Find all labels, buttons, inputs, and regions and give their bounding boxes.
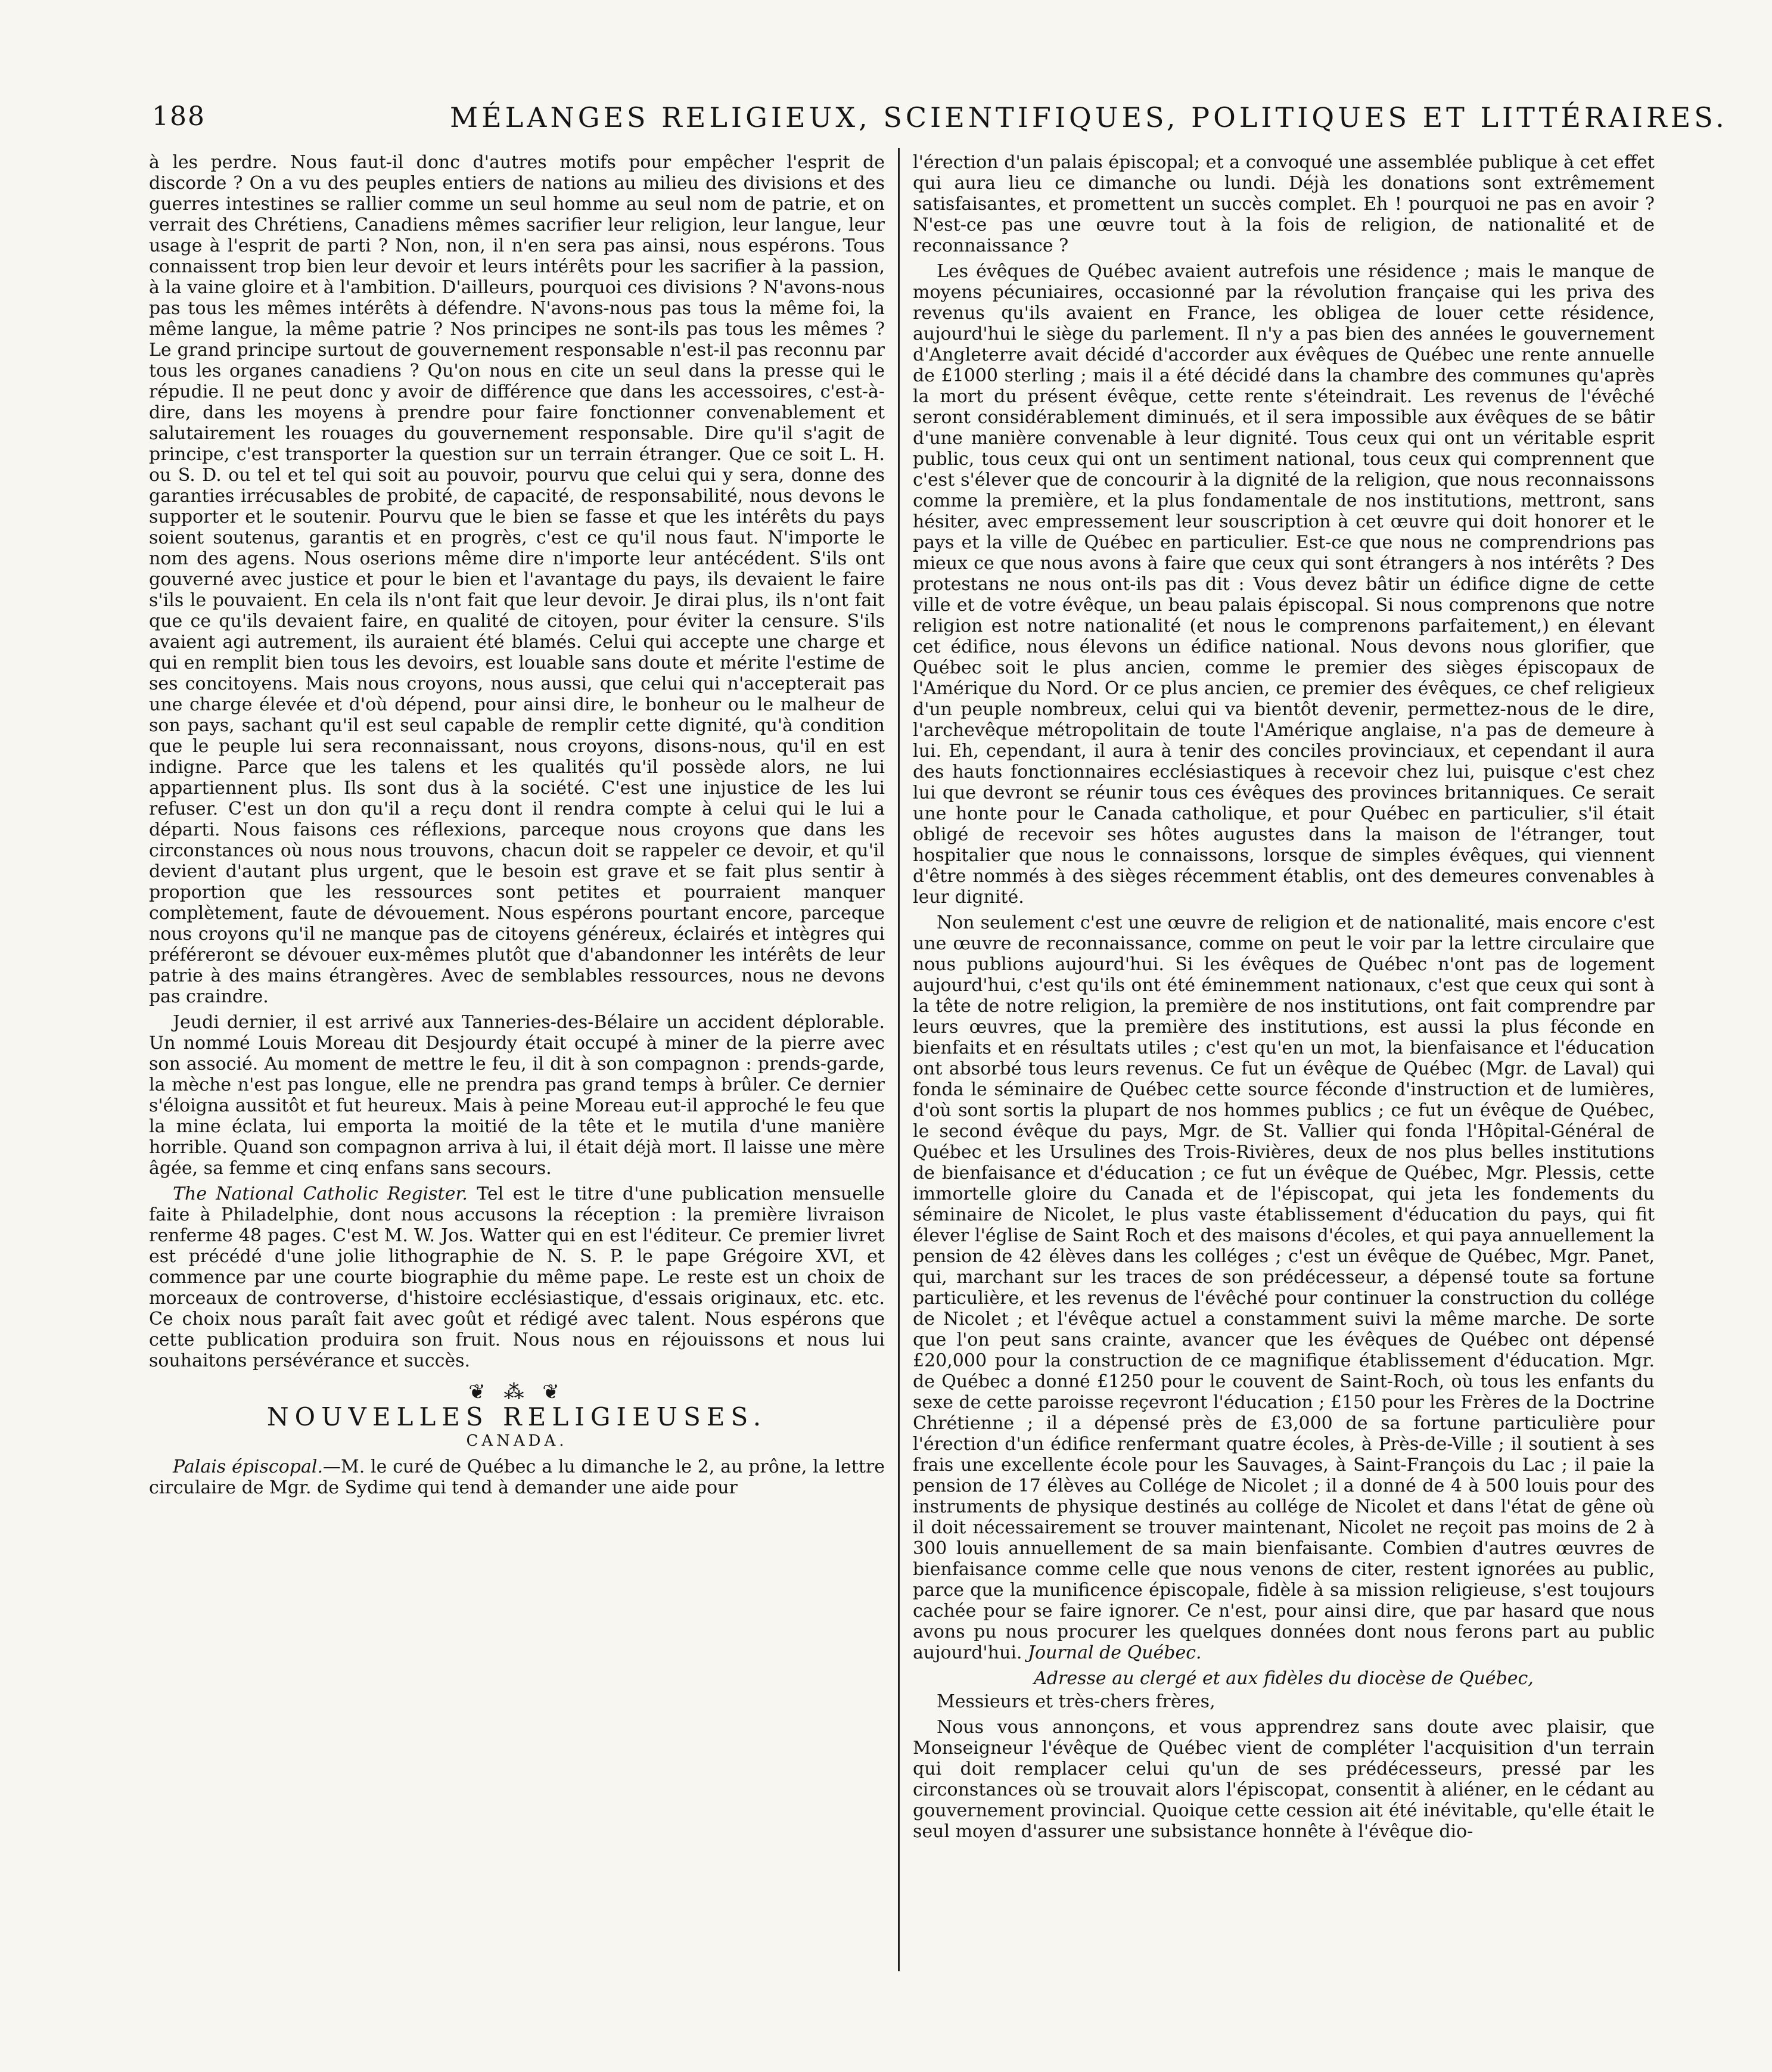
column-divider	[898, 148, 900, 1971]
publication-title: The National Catholic Register.	[173, 1183, 468, 1204]
article-paragraph	[149, 1456, 885, 1498]
right-column	[913, 152, 1655, 1847]
left-column	[149, 152, 885, 1503]
address-title: Adresse au clergé et aux fidèles du diocèse de Québec,	[1034, 1668, 1534, 1689]
subsection-title: CANADA.	[466, 1432, 568, 1450]
salutation: Messieurs et très-chers frères,	[937, 1691, 1215, 1712]
paragraph-text: Non seulement c'est une œuvre de religion et de nationalité, mais encore c'est une œuvre de reconnaissance, comme on peut le voir par la lettre circulaire que nous publions aujourd'hui. Si les évêques de Québec n'ont pas de logement aujourd'hui, c'est qu'ils ont été éminemment nationaux, c'est que ceux qui sont à la tête de notre religion, la première de nos institutions, ont fait comprendre par leurs œuvres, que la première des institutions, est aussi la plus féconde en bienfaits et en résultats utiles ; c'est qu'en un mot, la bienfaisance et l'éducation ont absorbé tous leurs revenus. Ce fut un évêque de Québec (Mgr. de Laval) qui fonda le séminaire de Québec cette source féconde d'instruction et de lumières, d'où sont sortis la plupart de nos hommes publics ; ce fut un évêque de Québec, le second évêque du pays, Mgr. de St. Vallier qui fonda l'Hôpital-Général de Québec et les Ursulines des Trois-Rivières, deux de nos plus belles institutions de bienfaisance et d'éducation ; ce fut un évêque de Québec, Mgr. Plessis, cette immortelle gloire du Canada et de l'épiscopat, qui jeta les fondements du séminaire de Nicolet, le plus vaste établissement d'éducation du pays, qui fit élever l'église de Saint Roch et des maisons d'écoles, et qui paya annuellement la pension de 42 élèves dans les colléges ; c'est un évêque de Québec, Mgr. Panet, qui, marchant sur les traces de son prédécesseur, a dépensé toute sa fortune particulière, et les revenus de l'évêché pour continuer la construction du collége de Nicolet ; et l'évêque actuel a constamment suivi la même marche. De sorte que l'on peut sans crainte, avancer que les évêques de Québec ont dépensé £20,000 pour la construction de ce magnifique établissement d'éducation. Mgr. de Québec a donné £1250 pour le couvent de Saint-Roch, où tous les enfants du sexe de cette paroisse reçevront l'éducation ; £150 pour les Frères de la Doctrine Chrétienne ; il a dépensé près de £3,000 de sa fortune particulière pour l'érection d'un édifice renfermant quatre écoles, à Près-de-Ville ; il soutient à ses frais une excellente école pour les Sauvages, à Saint-François du Lac ; il paie la pension de 17 élèves au Collége de Nicolet ; il a donné de 4 à 500 louis pour des instruments de physique destinés au collége de Nicolet et dans l'état de gêne où il doit nécessairement se trouver maintenant, Nicolet ne reçoit pas moins de 2 à 300 louis annuellement de sa main bienfaisante. Combien d'autres œuvres de bienfaisance comme celle que nous venons de citer, restent ignorées au public, parce que la munificence épiscopale, fidèle à sa mission religieuse, s'est toujours cachée pour se faire ignorer. Ce n'est, pour ainsi dire, que par hasard que nous avons pu nous procurer les quelques données dont nous ferons part au public aujourd'hui.	[913, 912, 1655, 1663]
section-title: NOUVELLES RELIGIEUSES.	[266, 1402, 767, 1431]
page-header	[152, 101, 1728, 143]
page-number: 188	[152, 101, 206, 132]
article-lead: Palais épiscopal.	[173, 1456, 324, 1477]
paragraph-text: —M. le curé de Québec a lu dimanche le 2, au prône, la lettre circulaire de Mgr. de Sydime qui tend à demander une aide pour	[149, 1456, 885, 1498]
source-attribution: Journal de Québec.	[1028, 1642, 1202, 1663]
article-paragraph: Jeudi dernier, il est arrivé aux Tanneries-des-Bélaire un accident déplorable. Un nommé Louis Moreau dit Desjourdy était occupé à miner de la pierre avec son associé. Au moment de mettre le feu, il dit à son compagnon : prends-garde, la mèche n'est pas longue, elle ne prendra pas grand temps à brûler. Ce dernier s'éloigna aussitôt et fut heureux. Mais à peine Moreau eut-il approché le feu que la mine éclata, lui emporta la moitié de la tête et le mutila d'une manière horrible. Quand son compagnon arriva à lui, il était déjà mort. Il laisse une mère âgée, sa femme et cinq enfans sans secours.	[149, 1012, 885, 1179]
article-paragraph	[149, 1183, 885, 1371]
paragraph-text: Tel est le titre d'une publication mensuelle faite à Philadelphie, dont nous accusons la réception : la première livraison renferme 48 pages. C'est M. W. Jos. Watter qui en est l'éditeur. Ce premier livret est précédé d'une jolie lithographie de N. S. P. le pape Grégoire XVI, et commence par une courte biographie du même pape. Le reste est un choix de morceaux de controverse, d'histoire ecclésiastique, d'essais originaux, etc. etc. Ce choix nous paraît fait avec goût et rédigé avec talent. Nous espérons que cette publication produira son fruit. Nous nous en réjouissons et nous lui souhaitons persévérance et succès.	[149, 1183, 885, 1371]
article-paragraph: à les perdre. Nous faut-il donc d'autres motifs pour empêcher l'esprit de discorde ? On a vu des peuples entiers de nations au milieu des divisions et des guerres intestines se rallier comme un seul homme au seul nom de patrie, et on verrait des Chrétiens, Canadiens mêmes sacrifier leur religion, leur langue, leur usage à l'esprit de parti ? Non, non, il n'en sera pas ainsi, nous espérons. Tous connaissent trop bien leur devoir et leurs intérêts pour les sacrifier à la passion, à la vaine gloire et à l'ambition. D'ailleurs, pourquoi ces divisions ? N'avons-nous pas tous les mêmes intérêts à défendre. N'avons-nous pas tous la même foi, la même langue, la même patrie ? Nos principes ne sont-ils pas tous les mêmes ? Le grand principe surtout de gouvernement responsable n'est-il pas reconnu par tous les organes canadiens ? Qu'on nous en cite un seul dans la presse qui le répudie. Il ne peut donc y avoir de différence que dans les accessoires, c'est-à-dire, dans les moyens à prendre pour faire fonctionner convenablement et salutairement les rouages du gouvernement responsable. Dire qu'il s'agit de principe, c'est transporter la question sur un terrain étranger. Que ce soit L. H. ou S. D. ou tel et tel qui soit au pouvoir, pourvu que celui qui y sera, donne des garanties irrécusables de probité, de capacité, de responsabilité, nous devons le supporter et le soutenir. Pourvu que le bien se fasse et que les intérêts du pays soient soutenus, garantis et en progrès, c'est ce qu'il nous faut. N'importe le nom des agens. Nous oserions même dire n'importe leur antécédent. S'ils ont gouverné avec justice et pour le bien et l'avantage du pays, ils devaient le faire s'ils le pouvaient. En cela ils n'ont fait que leur devoir. Je dirai plus, ils n'ont fait que ce qu'ils devaient faire, en qualité de citoyen, pour éviter la censure. S'ils avaient agi autrement, ils auraient été blamés. Celui qui accepte une charge et qui en remplit bien tous les devoirs, est louable sans doute et mérite l'estime de ses concitoyens. Mais nous croyons, nous aussi, que celui qui n'accepterait pas une charge élevée et d'où dépend, pour ainsi dire, le bonheur ou le malheur de son pays, sachant qu'il est seul capable de remplir cette dignité, qu'à condition que le peuple lui sera reconnaissant, nous croyons, disons-nous, qu'il en est indigne. Parce que les talens et les qualités qu'il possède alors, ne lui appartiennent plus. Ils sont dus à la société. C'est une injustice de les lui refuser. C'est un don qu'il a reçu dont il rendra compte à celui qui le lui a départi. Nous faisons ces réflexions, parceque nous croyons que dans les circonstances où nous nous trouvons, chacun doit se rappeler ce devoir, et qu'il devient d'autant plus urgent, que le besoin est grave et se fait plus sentir à proportion que les ressources sont petites et pourraient manquer complètement, faute de dévouement. Nous espérons pourtant encore, parceque nous croyons qu'il ne manque pas de citoyens généreux, éclairés et intègres qui préféreront se dévouer eux-mêmes plutôt que d'abandonner les intérêts de leur patrie à des mains étrangères. Avec de semblables ressources, nous ne devons pas craindre.	[149, 152, 885, 1007]
article-paragraph: Les évêques de Québec avaient autrefois une résidence ; mais le manque de moyens pécuniaires, occasionné par la révolution française qui les priva des revenus qu'ils avaient en France, les obligea de louer cette résidence, aujourd'hui le siège du parlement. Il n'y a pas bien des années le gouvernement d'Angleterre avait décidé d'accorder aux évêques de Québec une rente annuelle de £1000 sterling ; mais il a été décidé dans la chambre des communes qu'après la mort du présent évêque, cette rente s'éteindrait. Les revenus de l'évêché seront considérablement diminués, et il sera impossible aux évêques de se bâtir d'une manière convenable à leur dignité. Tous ceux qui ont un véritable esprit public, tous ceux qui ont un sentiment national, tous ceux qui comprennent que c'est s'élever que de concourir à la dignité de la religion, que nous reconnaissons comme la première, et la plus fondamentale de nos institutions, mettront, sans hésiter, avec empressement leur souscription à cet œuvre qui doit honorer et le pays et la ville de Québec en particulier. Est-ce que nous ne comprendrions pas mieux ce que nous avons à faire que ceux qui sont étrangers à nos intérêts ? Des protestans ne nous ont-ils pas dit : Vous devez bâtir un édifice digne de cette ville et de votre évêque, un beau palais épiscopal. Si nous comprenons que notre religion est notre nationalité (et nous le comprenons parfaitement,) en élevant cet édifice, nous élevons un édifice national. Nous devons nous glorifier, que Québec soit le plus ancien, comme le premier des sièges épiscopaux de l'Amérique du Nord. Or ce plus ancien, ce premier des évêques, ce chef religieux d'un peuple nombreux, celui qui va bientôt devenir, permettez-nous de le dire, l'archevêque métropolitain de toute l'Amérique anglaise, n'a pas de demeure à lui. Eh, cependant, il aura à tenir des conciles provinciaux, et cependant il aura des hauts fonctionnaires ecclésiastiques à recevoir chez lui, puisque c'est chez lui que devront se réunir tous ces évêques des provinces britanniques. Ce serait une honte pour le Canada catholique, et pour Québec en particulier, s'il était obligé de recevoir ses hôtes augustes dans la maison de l'étranger, tout hospitalier que nous le connaissons, lorsque de simples évêques, qui viennent d'être nommés à des sièges récemment établis, ont des demeures convenables à leur dignité.	[913, 261, 1655, 908]
running-head: MÉLANGES RELIGIEUX, SCIENTIFIQUES, POLITIQUES ET LITTÉRAIRES.	[450, 101, 1728, 133]
section-ornament: ❦ ⁂ ❦	[468, 1380, 565, 1404]
article-paragraph	[913, 912, 1655, 1663]
article-paragraph: Nous vous annonçons, et vous apprendrez sans doute avec plaisir, que Monseigneur l'évêque de Québec vient de compléter l'acquisition d'un terrain qui doit remplacer celui qu'un de ses prédécesseurs, pressé par les circonstances où se trouvait alors l'épiscopat, consentit à aliéner, en le cédant au gouvernement provincial. Quoique cette cession ait été inévitable, qu'elle était le seul moyen d'assurer une subsistance honnête à l'évêque dio-	[913, 1717, 1655, 1842]
article-paragraph: l'érection d'un palais épiscopal; et a convoqué une assemblée publique à cet effet qui aura lieu ce dimanche ou lundi. Déjà les donations sont extrêmement satisfaisantes, et promettent un succès complet. Eh ! pourquoi ne pas en avoir ? N'est-ce pas une œuvre tout à la fois de religion, de nationalité et de reconnaissance ?	[913, 152, 1655, 256]
